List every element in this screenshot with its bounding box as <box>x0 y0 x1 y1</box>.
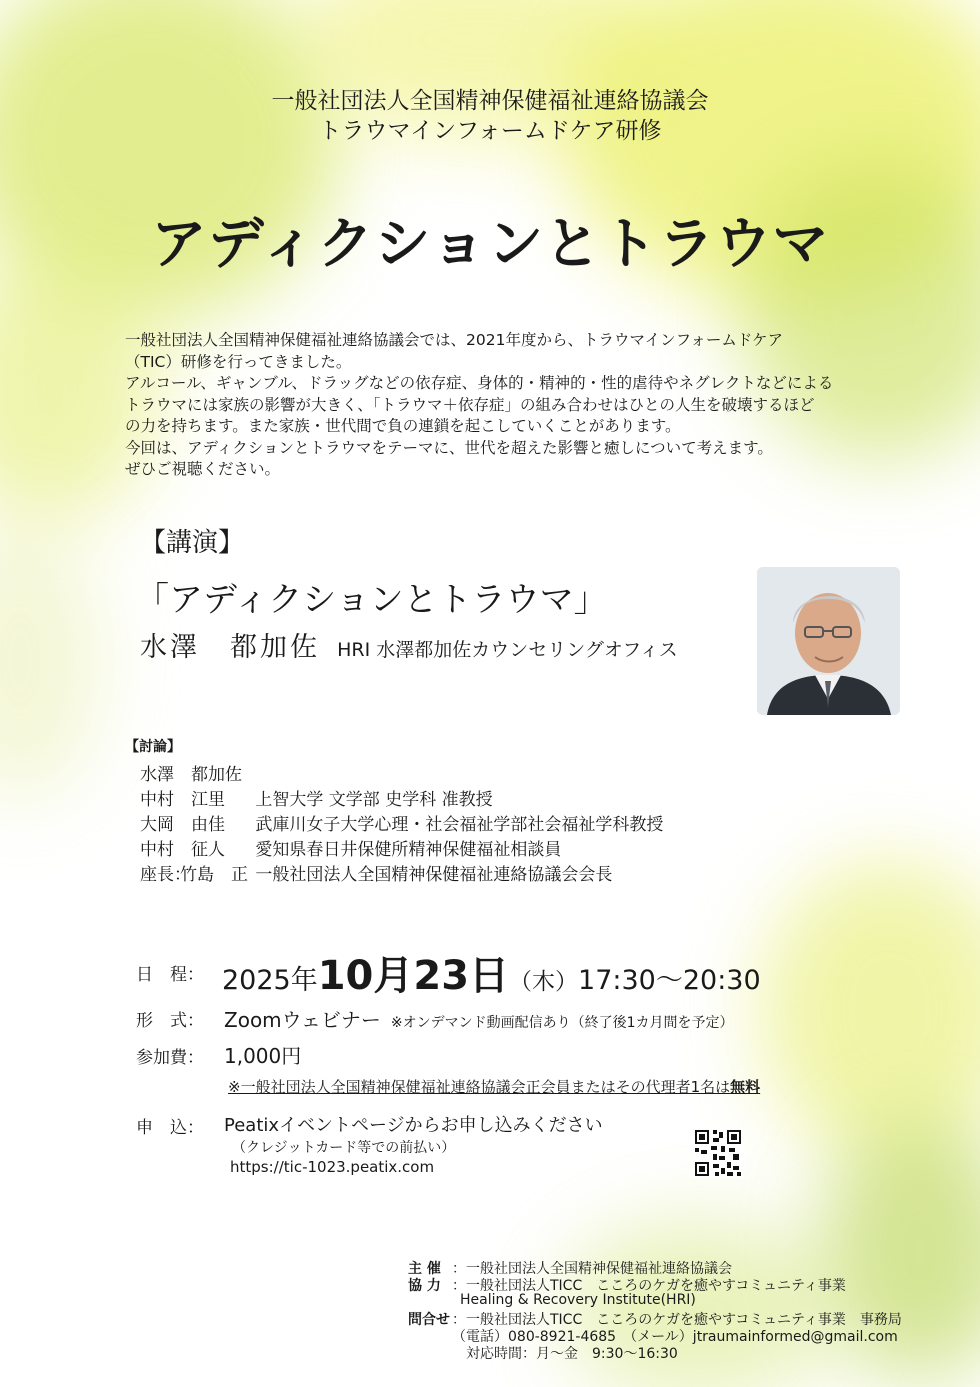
intro-line: トラウマには家族の影響が大きく、「トラウマ＋依存症」の組み合わせはひとの人生を破壊するほど <box>125 395 815 414</box>
discussion-chair <box>140 860 612 885</box>
contact-label: 問合せ <box>408 1312 450 1328</box>
member-name: 水澤 都加佐 <box>140 765 242 785</box>
format-label: 形 式： <box>136 1011 204 1031</box>
date-time: 17:30～20:30 <box>578 965 761 996</box>
fee-value: 1,000円 <box>224 1044 302 1068</box>
lecture-title: 「アディクションとトラウマ」 <box>135 580 608 620</box>
fee-label: 参加費： <box>136 1048 204 1068</box>
date-year: 2025年 <box>222 965 318 996</box>
cooperation-label: 協 力 <box>408 1278 441 1294</box>
intro-line: の力を持ちます。また家族・世代間で負の連鎖を起こしていくことがあります。 <box>125 417 681 435</box>
event-date <box>222 944 761 1001</box>
host-value: ：一般社団法人全国精神保健福祉連絡協議会 <box>452 1261 732 1277</box>
discussion-heading: 【討論】 <box>125 739 181 755</box>
intro-line: 一般社団法人全国精神保健福祉連絡協議会では、2021年度から、トラウマインフォームドケア <box>125 331 784 349</box>
member-name: 大岡 由佳 <box>140 815 225 835</box>
cooperation-value-2: Healing & Recovery Institute(HRI) <box>460 1292 696 1308</box>
date-weekday: （木） <box>509 969 579 995</box>
speaker-name: 水澤 都加佐 <box>140 632 320 663</box>
member-role: 愛知県春日井保健所精神保健福祉相談員 <box>255 840 562 860</box>
intro-line: ぜひご視聴ください。 <box>125 460 281 478</box>
member-name: 中村 征人 <box>140 840 225 860</box>
member-role: 武庫川女子大学心理・社会福祉学部社会福祉学科教授 <box>255 815 664 835</box>
qr-code-icon[interactable] <box>693 1128 743 1178</box>
program-name: トラウマインフォームドケア研修 <box>318 118 662 144</box>
speaker-line <box>140 625 678 664</box>
apply-value: Peatixイベントページからお申し込みください <box>224 1115 603 1136</box>
member-role: 上智大学 文学部 史学科 准教授 <box>255 790 493 810</box>
lecture-heading: 【講演】 <box>140 528 245 558</box>
contact-hours: 対応時間：月～金 9:30～16:30 <box>466 1346 678 1362</box>
contact-phone-email: （電話）080-8921-4685 （メール）jtraumainformed@gmail.com <box>452 1329 898 1345</box>
chair-name: 竹島 正 <box>180 865 248 885</box>
discussion-member <box>140 785 493 810</box>
fee-note-text: ※一般社団法人全国精神保健福祉連絡協議会正会員またはその代理者1名は <box>228 1078 731 1096</box>
page-title: アディクションとトラウマ <box>150 212 830 277</box>
format-note: ※オンデマンド動画配信あり（終了後1カ月間を予定） <box>390 1015 734 1031</box>
fee-note <box>228 1076 760 1097</box>
speaker-affiliation: HRI 水澤都加佐カウンセリングオフィス <box>337 639 678 661</box>
intro-line: アルコール、ギャンブル、ドラッグなどの依存症、身体的・精神的・性的虐待やネグレクトなどによる <box>125 374 834 392</box>
intro-line: （TIC）研修を行ってきました。 <box>125 352 352 371</box>
date-label: 日 程： <box>136 965 204 985</box>
host-label: 主 催 <box>408 1261 441 1277</box>
apply-payment-note: （クレジットカード等での前払い） <box>232 1140 456 1156</box>
event-format <box>224 1004 734 1033</box>
apply-label: 申 込： <box>136 1118 204 1138</box>
organizer-header <box>0 86 980 146</box>
contact-value: ：一般社団法人TICC こころのケガを癒やすコミュニティ事業 事務局 <box>452 1312 902 1328</box>
date-day: 10月23日 <box>317 953 510 999</box>
intro-line: 今回は、アディクションとトラウマをテーマに、世代を超えた影響と癒しについて考えます。 <box>125 438 773 457</box>
chair-role: 一般社団法人全国精神保健福祉連絡協議会会長 <box>255 865 613 885</box>
intro-text <box>125 330 905 481</box>
chair-label: 座長： <box>140 865 191 885</box>
organizer-name: 一般社団法人全国精神保健福祉連絡協議会 <box>271 88 709 114</box>
speaker-photo <box>757 567 900 715</box>
member-name: 中村 江里 <box>140 790 225 810</box>
cooperation-value: ：一般社団法人TICC こころのケガを癒やすコミュニティ事業 <box>452 1278 846 1294</box>
apply-url-link[interactable]: https://tic-1023.peatix.com <box>230 1158 435 1176</box>
discussion-member <box>140 760 250 785</box>
format-value: Zoomウェビナー <box>224 1008 381 1032</box>
discussion-member <box>140 810 663 835</box>
discussion-member <box>140 835 561 860</box>
fee-note-free: 無料 <box>730 1078 761 1096</box>
